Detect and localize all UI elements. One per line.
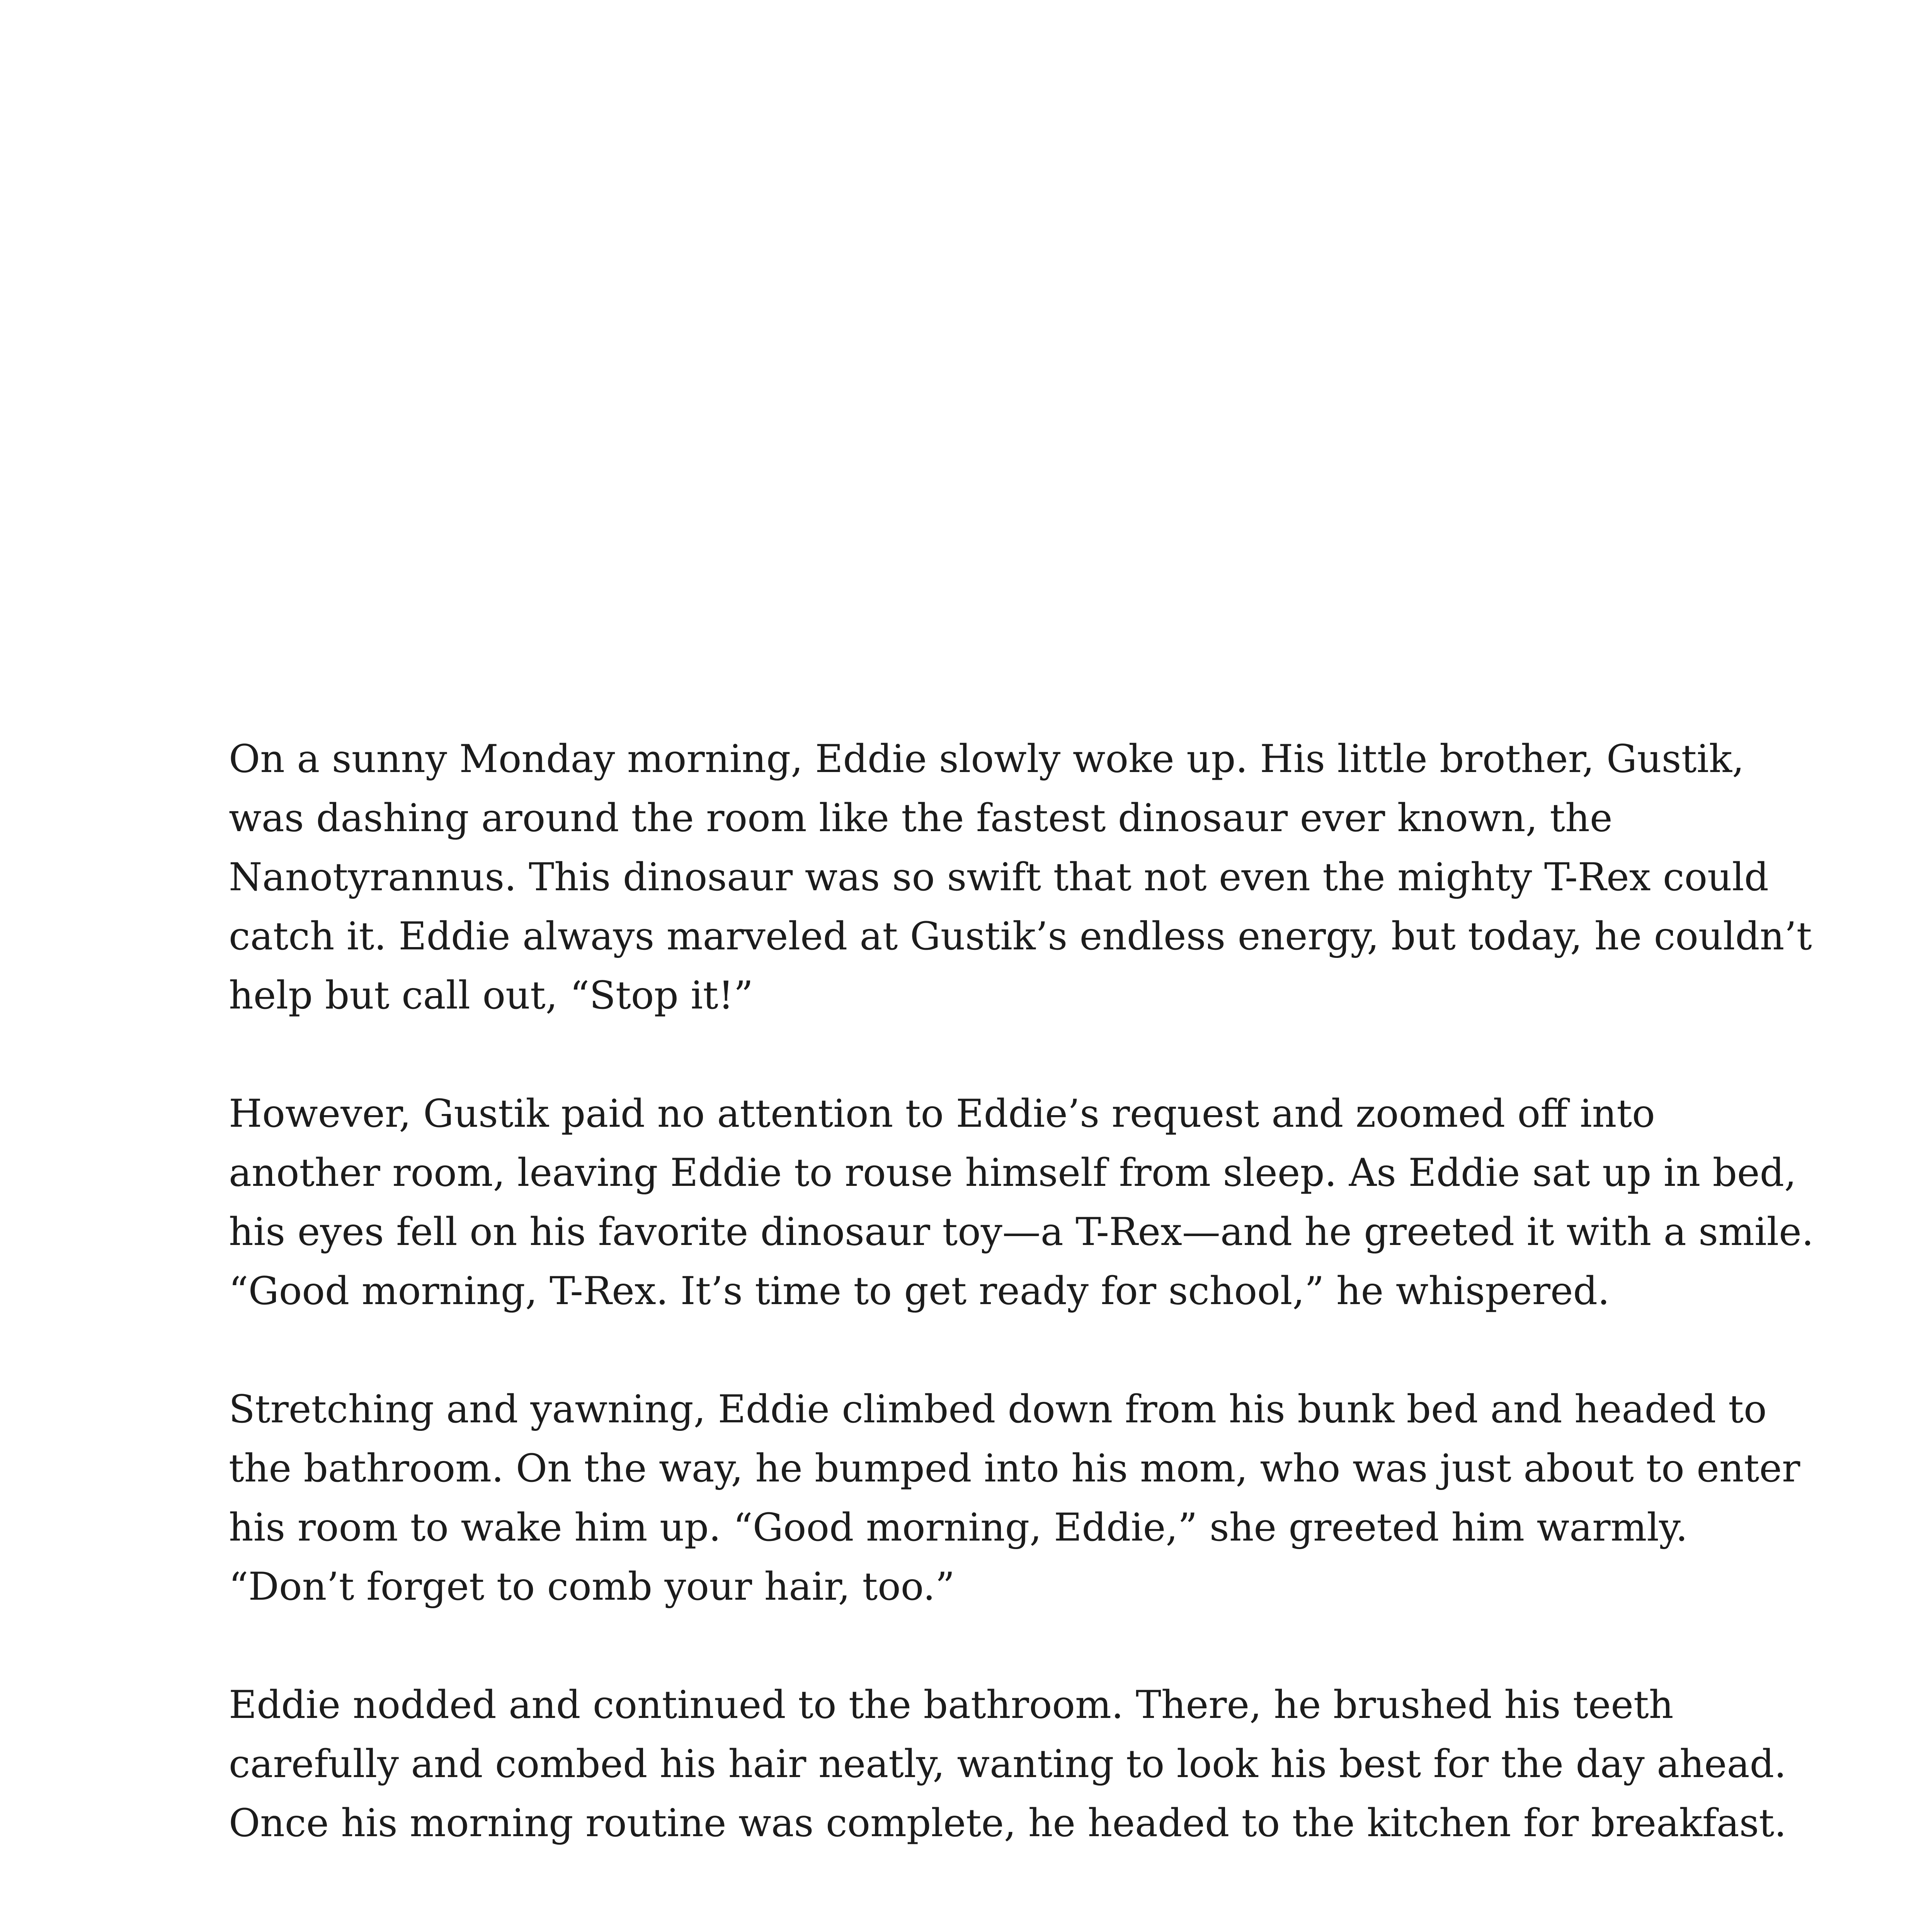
- text-line: catch it. Eddie always marveled at Gustik’s endless energy, but today, he couldn’t: [229, 914, 1812, 959]
- text-line: “Don’t forget to comb your hair, too.”: [229, 1565, 955, 1609]
- text-line: help but call out, “Stop it!”: [229, 973, 754, 1018]
- text-line: Stretching and yawning, Eddie climbed down from his bunk bed and headed to: [229, 1387, 1767, 1432]
- paragraph-2: [229, 1084, 1814, 1321]
- text-line: another room, leaving Eddie to rouse himself from sleep. As Eddie sat up in bed,: [229, 1151, 1797, 1195]
- text-line: was dashing around the room like the fastest dinosaur ever known, the: [229, 796, 1613, 840]
- text-line: his room to wake him up. “Good morning, Eddie,” she greeted him warmly.: [229, 1505, 1688, 1550]
- text-line: Once his morning routine was complete, he headed to the kitchen for breakfast.: [229, 1801, 1787, 1845]
- text-line: On a sunny Monday morning, Eddie slowly woke up. His little brother, Gustik,: [229, 737, 1744, 781]
- text-line: his eyes fell on his favorite dinosaur toy—a T-Rex—and he greeted it with a smile.: [229, 1210, 1814, 1254]
- text-line: Eddie nodded and continued to the bathroom. There, he brushed his teeth: [229, 1683, 1674, 1727]
- paragraph-1: [229, 730, 1812, 1025]
- paragraph-3: [229, 1380, 1800, 1616]
- text-line: the bathroom. On the way, he bumped into his mom, who was just about to enter: [229, 1446, 1800, 1491]
- text-line: Nanotyrannus. This dinosaur was so swift that not even the mighty T-Rex could: [229, 855, 1769, 900]
- paragraph-4: [229, 1675, 1787, 1853]
- text-line: “Good morning, T-Rex. It’s time to get ready for school,” he whispered.: [229, 1269, 1610, 1313]
- text-line: However, Gustik paid no attention to Eddie’s request and zoomed off into: [229, 1092, 1655, 1136]
- story-text: [229, 730, 1814, 1912]
- text-line: carefully and combed his hair neatly, wanting to look his best for the day ahead.: [229, 1742, 1787, 1786]
